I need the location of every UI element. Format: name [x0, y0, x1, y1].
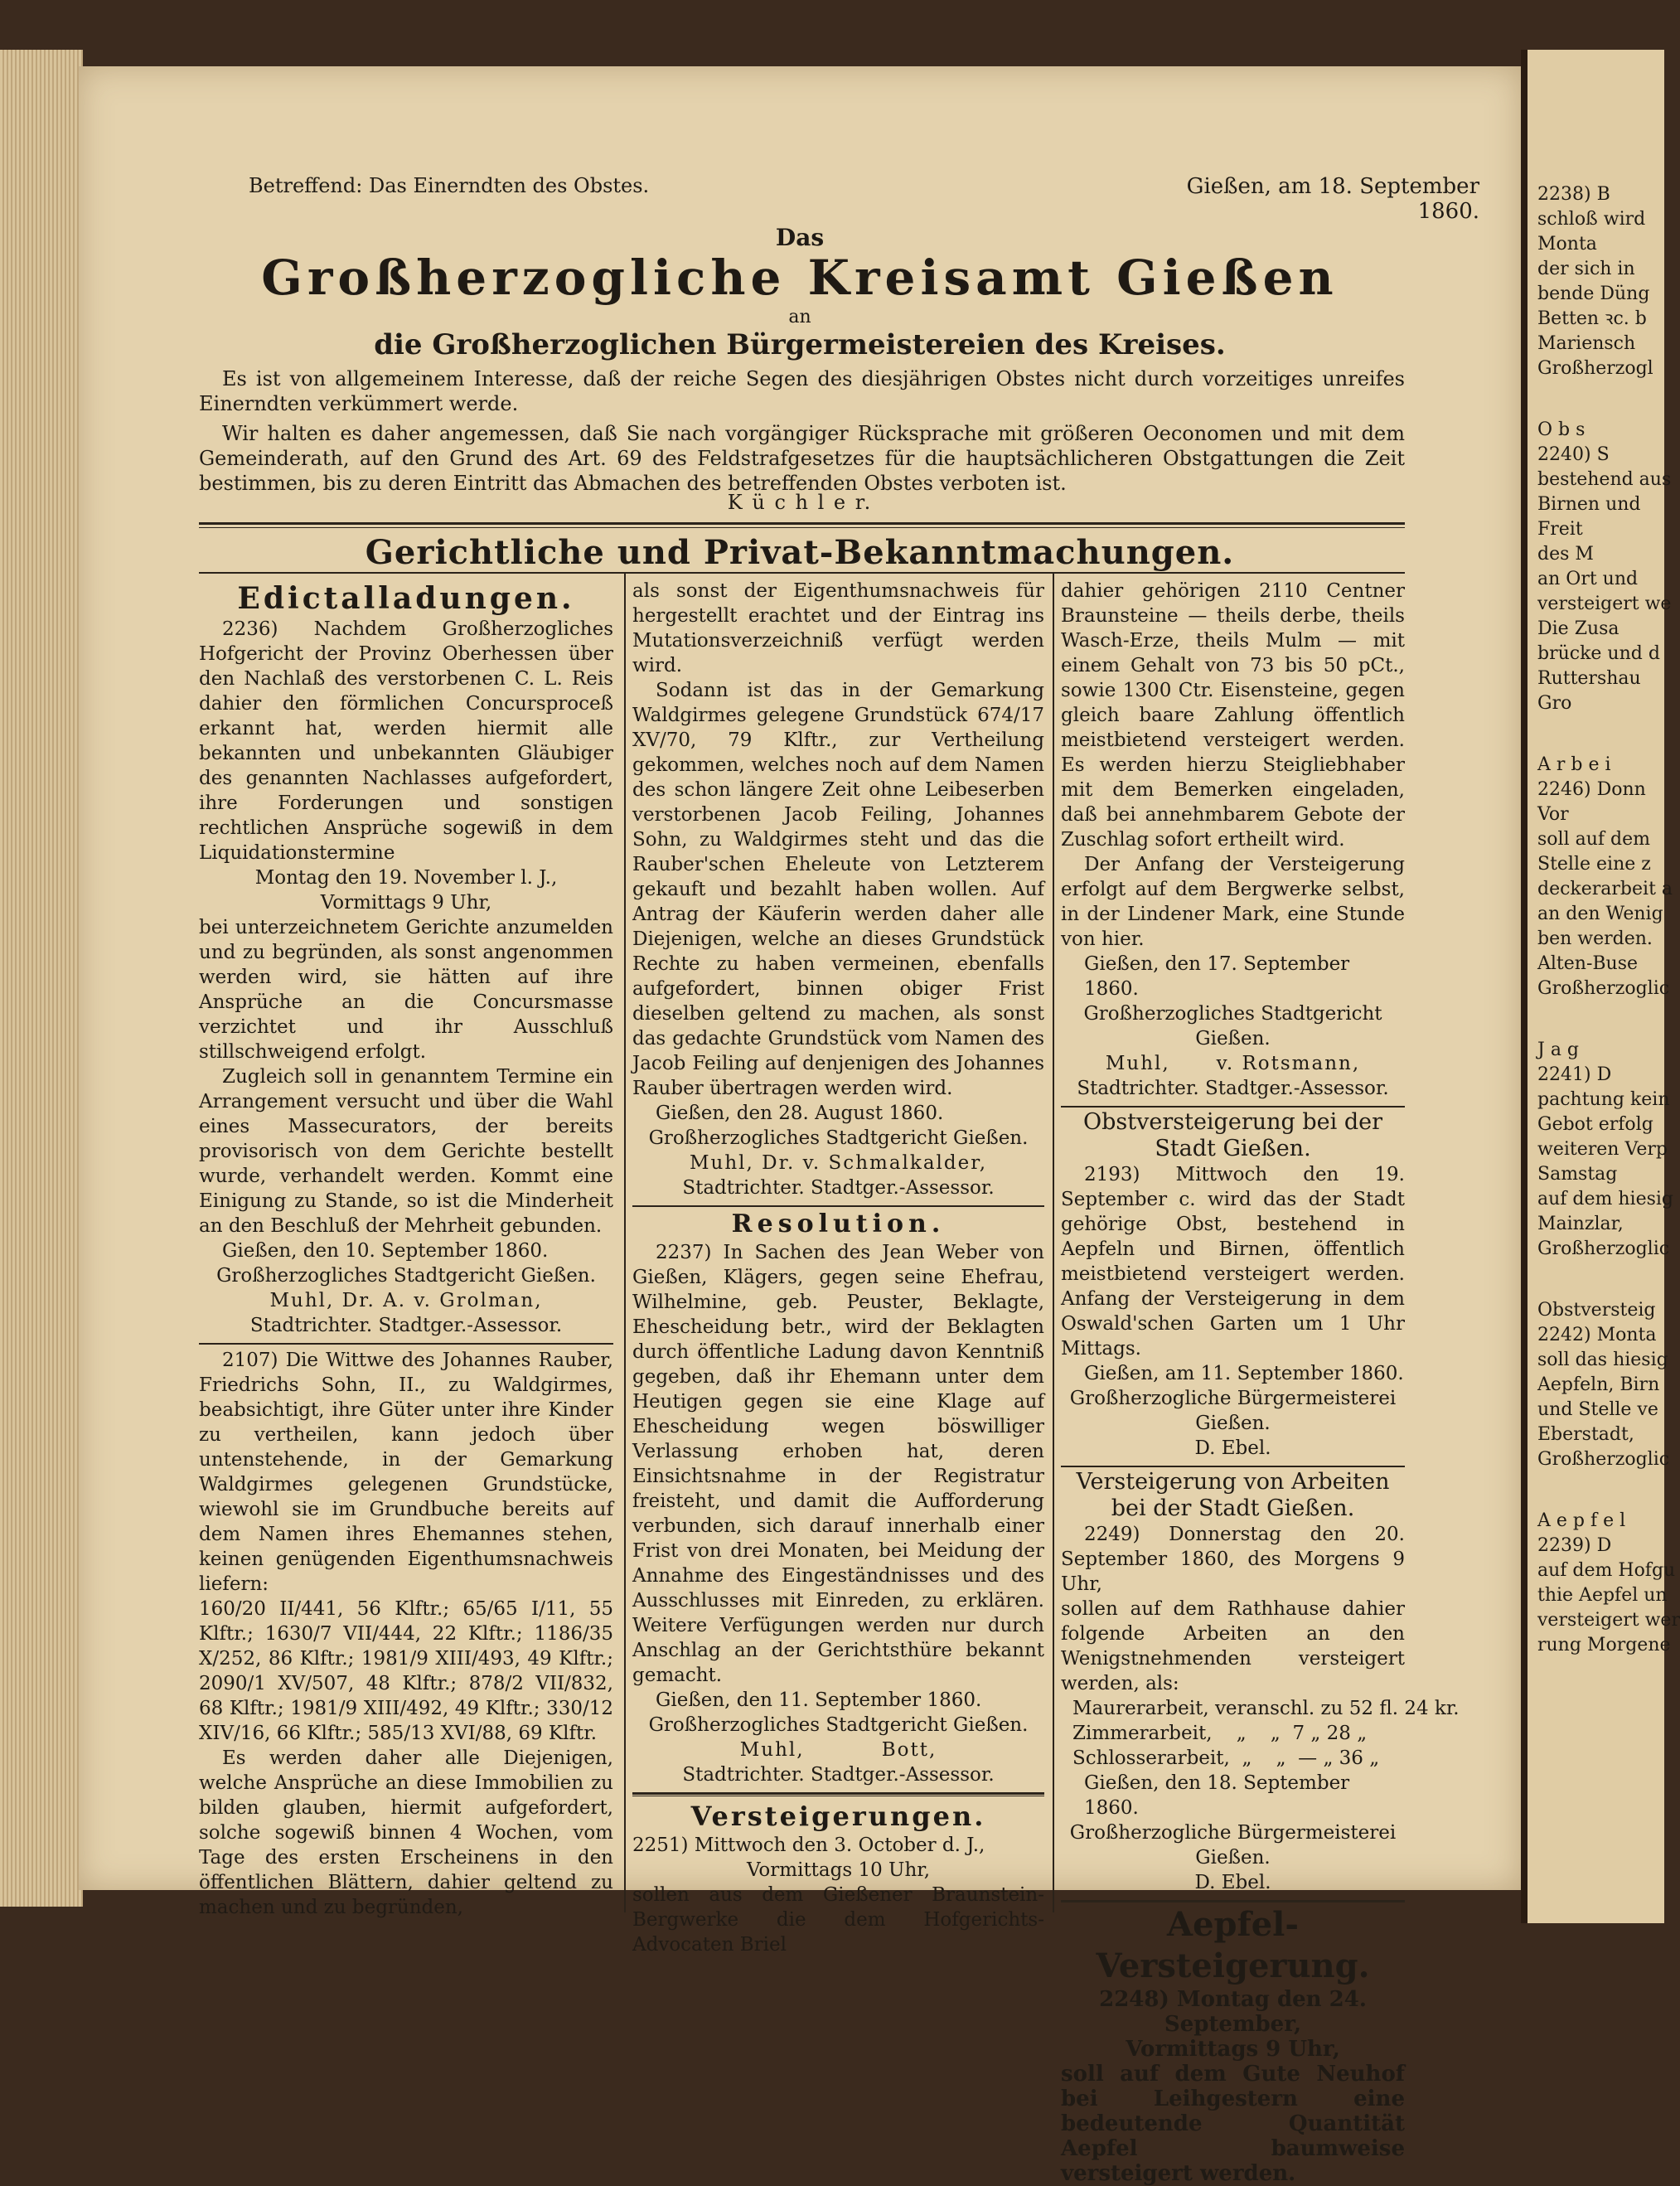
notice-2251-date: 2251) Mittwoch den 3. October d. J.,	[632, 1835, 985, 1856]
header-paragraph-2: Wir halten es daher angemessen, daß Sie nach vorgängiger Rücksprache mit größeren Oeconomen und mit dem Gemeinderath, auf den Grund des Art. 69 des Feldstrafgesetzes für die hauptsächlicheren Obstgattungen die Zeit bestimmen, bis zu deren Eintritt das Abmachen des betreffenden Obstes verboten ist.	[199, 422, 1405, 495]
adjacent-page-line: Birnen und	[1537, 494, 1641, 515]
column-separator	[1053, 574, 1054, 1912]
adjacent-page-line: versteigert we	[1537, 594, 1672, 614]
heading-aepfel-versteigerung: Aepfel-Versteigerung.	[1096, 1905, 1370, 1985]
adjacent-page-line: 2246) Donn	[1537, 779, 1646, 800]
section-title: Gerichtliche und Privat-Bekanntmachungen.	[365, 533, 1235, 572]
adjacent-page-text	[1537, 182, 1680, 1658]
adjacent-page-line: O b s	[1537, 419, 1586, 440]
book-page-edges	[0, 50, 83, 1907]
header-date: Gießen, am 18. September 1860.	[1186, 174, 1479, 224]
notice-2248-text: soll auf dem Gute Neuhof bei Leihgestern eine bedeutende Quantität Aepfel baumweise versteigert werden.	[1061, 2062, 1405, 2186]
adjacent-page-line: rung Morgene	[1537, 1635, 1671, 1655]
notice-2236-date: Montag den 19. November l. J.,	[254, 867, 558, 889]
notice-2193-name: D. Ebel.	[1194, 1437, 1271, 1459]
notice-2249-place: Gießen, den 18. September 1860.	[1084, 1772, 1350, 1819]
adjacent-page-line: 2238) B	[1537, 184, 1610, 205]
notice-2236-titles: Stadtrichter. Stadtger.-Assessor.	[249, 1315, 563, 1336]
divider	[199, 1343, 613, 1345]
adjacent-page-line: brücke und d	[1537, 643, 1660, 664]
adjacent-page-line: Großherzoglic	[1537, 1238, 1670, 1259]
notice-2249-row-maurer: Maurerarbeit, veranschl. zu 52 fl. 24 kr.	[1072, 1698, 1460, 1719]
notice-2236-time: Vormittags 9 Uhr,	[320, 892, 492, 914]
divider	[199, 522, 1405, 525]
adjacent-page-line: der sich in	[1537, 259, 1635, 279]
column-1	[199, 580, 613, 1920]
adjacent-page-line: soll das hiesig	[1537, 1350, 1668, 1370]
notice-2251-text: sollen aus dem Gießener Braunstein-Bergwerke die dem Hofgerichts-Advocaten Briel	[632, 1884, 1044, 1956]
notice-2248-time: Vormittags 9 Uhr,	[1126, 2037, 1340, 2062]
notice-2249-text: sollen auf dem Rathhause dahier folgende Arbeiten an den Wenigstnehmenden versteigert werden, als:	[1061, 1598, 1405, 1694]
notice-2251-court: Großherzogliches Stadtgericht Gießen.	[1083, 1003, 1382, 1049]
notice-2251-location: Der Anfang der Versteigerung erfolgt auf dem Bergwerke selbst, in der Lindener Mark, eine Stunde von hier.	[1061, 854, 1405, 950]
adjacent-page-line: Gebot erfolg	[1537, 1114, 1653, 1135]
notice-2237-names: Muhl, Bott,	[739, 1739, 937, 1761]
adjacent-page-edge	[1521, 50, 1680, 1923]
adjacent-page-line: Mariensch	[1537, 333, 1636, 354]
notice-2107-feiling: Sodann ist das in der Gemarkung Waldgirmes gelegene Grundstück 674/17 XV/70, 79 Klftr., zur Vertheilung gekommen, welches noch auf dem Namen des schon längere Zeit ohne Leibeserben verstorbenen Jacob Feiling, Johannes Sohn, zu Waldgirmes steht und das die Rauber'schen Eheleute von Letzterem gekauft und bezahlt haben wollen. Auf Antrag der Käuferin werden daher alle Diejenigen, welche an dieses Grundstück Rechte zu haben vermeinen, ebenfalls aufgefordert, binnen obiger Frist dieselben geltend zu machen, als sonst das gedachte Grundstück vom Namen des Jacob Feiling auf denjenigen des Johannes Rauber übertragen werden wird.	[632, 680, 1044, 1099]
adjacent-page-line: A e p f e l	[1537, 1510, 1626, 1531]
heading-arbeiten: Versteigerung von Arbeiten bei der Stadt Gießen.	[1076, 1469, 1390, 1521]
adjacent-page-line: weiteren Verp	[1537, 1139, 1668, 1160]
divider	[632, 1205, 1044, 1207]
divider	[1061, 1466, 1405, 1467]
divider	[632, 1792, 1044, 1795]
adjacent-page-line: pachtung kein	[1537, 1089, 1670, 1110]
notice-2193-office: Großherzogliche Bürgermeisterei Gießen.	[1069, 1388, 1397, 1434]
header-an: an	[788, 307, 811, 327]
divider	[199, 527, 1405, 528]
adjacent-page-line: Vor	[1537, 804, 1569, 825]
heading-resolution: Resolution.	[731, 1209, 946, 1238]
notice-2249-date: 2249) Donnerstag den 20. September 1860, des Morgens 9 Uhr,	[1061, 1524, 1405, 1595]
notice-2236-text-2: bei unterzeichnetem Gerichte anzumelden und zu begründen, als sonst angenommen werden wird, sie hätten auf ihre Ansprüche an die Concursmasse verzichtet und ihr Ausschluß stillschweigend erfolgt.	[199, 917, 613, 1063]
adjacent-page-line: Gro	[1537, 693, 1572, 714]
adjacent-page-line: Monta	[1537, 234, 1597, 254]
notice-2236-place: Gießen, den 10. September 1860.	[222, 1240, 549, 1262]
notice-2107-names: Muhl, Dr. v. Schmalkalder,	[689, 1152, 988, 1174]
header-signature: K ü c h l e r.	[727, 491, 873, 514]
adjacent-page-line: Betten ꝛc. b	[1537, 308, 1647, 329]
notice-2249-name: D. Ebel.	[1194, 1872, 1271, 1893]
notice-2251-time: Vormittags 10 Uhr,	[746, 1859, 931, 1881]
notice-2107-place: Gießen, den 28. August 1860.	[656, 1103, 944, 1124]
adjacent-page-line: Stelle eine z	[1537, 854, 1651, 875]
notice-2251-place: Gießen, den 17. September 1860.	[1084, 953, 1350, 1000]
heading-versteigerungen: Versteigerungen.	[690, 1801, 986, 1832]
notice-2107-text: 2107) Die Wittwe des Johannes Rauber, Friedrichs Sohn, II., zu Waldgirmes, beabsichtigt, ihre Güter unter ihre Kinder zu vertheilen, kann jedoch über untenstehende, in der Gemarkung Waldgirmes gelegenen Grundstücke, wiewohl sie im Grundbuche bereits auf dem Namen ihres Ehemannes stehen, keinen genügenden Eigenthumsnachweis liefern:	[199, 1350, 613, 1595]
heading-edictalladungen: Edictalladungen.	[237, 581, 575, 616]
header-paragraph-1: Es ist von allgemeinem Interesse, daß der reiche Segen des diesjährigen Obstes nicht durch vorzeitiges unreifes Einerndten verkümmert werde.	[199, 367, 1405, 415]
notice-2249-row-schlosser: Schlosserarbeit, „ „ — „ 36 „	[1072, 1747, 1380, 1769]
adjacent-page-line: bende Düng	[1537, 284, 1650, 304]
adjacent-page-line: Großherzoglic	[1537, 978, 1670, 999]
divider	[1061, 1106, 1405, 1108]
notice-2237-text: 2237) In Sachen des Jean Weber von Gießen, Klägers, gegen seine Ehefrau, Wilhelmine, geb. Peuster, Beklagte, Ehescheidung betr., wird der Beklagten durch öffentliche Ladung davon Kenntniß gegeben, daß ihr Ehemann unter dem Heutigen gegen sie eine Klage auf Ehescheidung wegen böswilliger Verlassung erhoben hat, deren Einsichtsnahme in der Registratur freisteht, und damit die Aufforderung verbunden, sich darauf innerhalb einer Frist von drei Monaten, bei Meidung der Annahme des Eingeständnisses und des Ausschlusses mit Einreden, zu erklären. Weitere Verfügungen werden nur durch Anschlag an der Gerichtsthüre bekannt gemacht.	[632, 1242, 1044, 1686]
notice-2107-court: Großherzogliches Stadtgericht Gießen.	[648, 1127, 1029, 1149]
column-separator	[624, 574, 626, 1912]
notice-2237-place: Gießen, den 11. September 1860.	[656, 1689, 982, 1711]
column-2	[632, 579, 1044, 1957]
adjacent-page-line: 2241) D	[1537, 1064, 1612, 1085]
notice-2193-place: Gießen, am 11. September 1860.	[1084, 1363, 1404, 1384]
divider	[1061, 1900, 1405, 1902]
notice-2251-titles: Stadtrichter. Stadtger.-Assessor.	[1077, 1078, 1389, 1099]
adjacent-page-line: J a g	[1537, 1040, 1580, 1060]
notice-2107-titles: Stadtrichter. Stadtger.-Assessor.	[682, 1177, 995, 1199]
adjacent-page-line: 2239) D	[1537, 1535, 1612, 1556]
adjacent-page-line: Obstversteig	[1537, 1300, 1656, 1321]
adjacent-page-line: Eberstadt,	[1537, 1424, 1634, 1445]
adjacent-page-line: Die Zusa	[1537, 618, 1619, 639]
newspaper-page	[79, 66, 1521, 2186]
header-subtitle: die Großherzoglichen Bürgermeistereien des Kreises.	[374, 328, 1226, 361]
adjacent-page-line: auf dem hiesig	[1537, 1189, 1674, 1209]
adjacent-page-line: Großherzoglic	[1537, 1449, 1670, 1470]
adjacent-page-line: Freit	[1537, 519, 1583, 540]
notice-2236-names: Muhl, Dr. A. v. Grolman,	[269, 1290, 543, 1311]
notice-2248-date: 2248) Montag den 24. September,	[1099, 1987, 1367, 2037]
adjacent-page-line: soll auf dem	[1537, 829, 1650, 850]
adjacent-page-line: A r b e i	[1537, 754, 1611, 775]
notice-2107-parcel-list: 160/20 II/441, 56 Klftr.; 65/65 I/11, 55 Klftr.; 1630/7 VII/444, 22 Klftr.; 1186/35 X/252, 86 Klftr.; 1981/9 XIII/493, 49 Klftr.; 2090/1 XV/507, 48 Klftr.; 878/2 VII/832, 68 Klftr.; 1981/9 XIII/492, 49 Klftr.; 330/12 XIV/16, 66 Klftr.; 585/13 XVI/88, 69 Klftr.	[199, 1598, 613, 1744]
adjacent-page-line: bestehend aus	[1537, 469, 1672, 490]
betreffend-line: Betreffend: Das Einerndten des Obstes.	[249, 174, 650, 197]
adjacent-page-line: und Stelle ve	[1537, 1399, 1658, 1420]
notice-2236-text-3: Zugleich soll in genanntem Termine ein Arrangement versucht und über die Wahl eines Massecurators, der bereits provisorisch von dem Gerichte bestellt wurde, verhandelt werden. Kommt eine Einigung zu Stande, so ist die Minderheit an den Beschluß der Mehrheit gebunden.	[199, 1066, 613, 1237]
adjacent-page-line: ben werden.	[1537, 928, 1653, 949]
adjacent-page-line: Ruttershau	[1537, 668, 1641, 689]
adjacent-page-line: versteigert wer	[1537, 1610, 1680, 1631]
header-title: Großherzogliche Kreisamt Gießen	[261, 250, 1339, 306]
notice-2237-court: Großherzogliches Stadtgericht Gießen.	[648, 1714, 1029, 1736]
header-das: Das	[775, 224, 825, 251]
notice-2251-names: Muhl, v. Rotsmann,	[1105, 1053, 1361, 1074]
adjacent-page-line: schloß wird	[1537, 209, 1646, 230]
notice-2193-text: 2193) Mittwoch den 19. September c. wird das der Stadt gehörige Obst, bestehend in Aepfeln und Birnen, öffentlich meistbietend versteigert werden. Anfang der Versteigerung in dem Oswald'schen Garten um 1 Uhr Mittags.	[1061, 1164, 1405, 1360]
adjacent-page-line: Aepfeln, Birn	[1537, 1374, 1660, 1395]
adjacent-page-line: des M	[1537, 544, 1594, 565]
adjacent-page-line: Großherzogl	[1537, 358, 1653, 379]
adjacent-page-line: 2240) S	[1537, 444, 1610, 465]
divider	[199, 572, 1405, 574]
column-3	[1061, 579, 1460, 2186]
heading-obstversteigerung: Obstversteigerung bei der Stadt Gießen.	[1082, 1109, 1383, 1161]
notice-2249-office: Großherzogliche Bürgermeisterei Gießen.	[1069, 1822, 1397, 1869]
notice-2237-titles: Stadtrichter. Stadtger.-Assessor.	[682, 1764, 995, 1786]
notice-2249-row-zimmer: Zimmerarbeit, „ „ 7 „ 28 „	[1072, 1723, 1368, 1744]
adjacent-page-line: Mainzlar,	[1537, 1214, 1624, 1234]
adjacent-page-line: thie Aepfel un	[1537, 1585, 1668, 1606]
notice-2236-text: 2236) Nachdem Großherzogliches Hofgericht der Provinz Oberhessen über den Nachlaß des verstorbenen C. L. Reis dahier den förmlichen Concursproceß erkannt hat, werden hiermit alle bekannten und unbekannten Gläubiger des genannten Nachlasses aufgefordert, ihre Forderungen und sonstigen rechtlichen Ansprüche sogewiß in dem Liquidationstermine	[199, 618, 613, 864]
notice-2251-continuation: dahier gehörigen 2110 Centner Braunsteine — theils derbe, theils Wasch-Erze, theils Mulm — mit einem Gehalt von 73 bis 50 pCt., sowie 1300 Ctr. Eisensteine, gegen gleich baare Zahlung öffentlich meistbietend versteigert werden. Es werden hierzu Steigliebhaber mit dem Bemerken eingeladen, daß bei annehmbarem Gebote der Zuschlag sofort ertheilt wird.	[1061, 580, 1405, 851]
adjacent-page-line: an den Wenig	[1537, 904, 1663, 924]
adjacent-page-line: Alten-Buse	[1537, 953, 1639, 974]
adjacent-page-line: deckerarbeit a	[1537, 879, 1673, 899]
notice-2107-continuation: als sonst der Eigenthumsnachweis für hergestellt erachtet und der Eintrag ins Mutationsverzeichniß verfügt werden wird.	[632, 580, 1044, 676]
adjacent-page-line: 2242) Monta	[1537, 1325, 1657, 1345]
adjacent-page-line: an Ort und	[1537, 569, 1639, 589]
notice-2236-court: Großherzogliches Stadtgericht Gießen.	[216, 1265, 596, 1287]
adjacent-page-line: auf dem Hofgu	[1537, 1560, 1676, 1581]
notice-2107-text-2: Es werden daher alle Diejenigen, welche Ansprüche an diese Immobilien zu bilden glauben, hiermit aufgefordert, solche sogewiß binnen 4 Wochen, vom Tage des ersten Erscheinens in den öffentlichen Blättern, dahier geltend zu machen und zu begründen,	[199, 1747, 613, 1918]
adjacent-page-line: Samstag	[1537, 1164, 1618, 1185]
